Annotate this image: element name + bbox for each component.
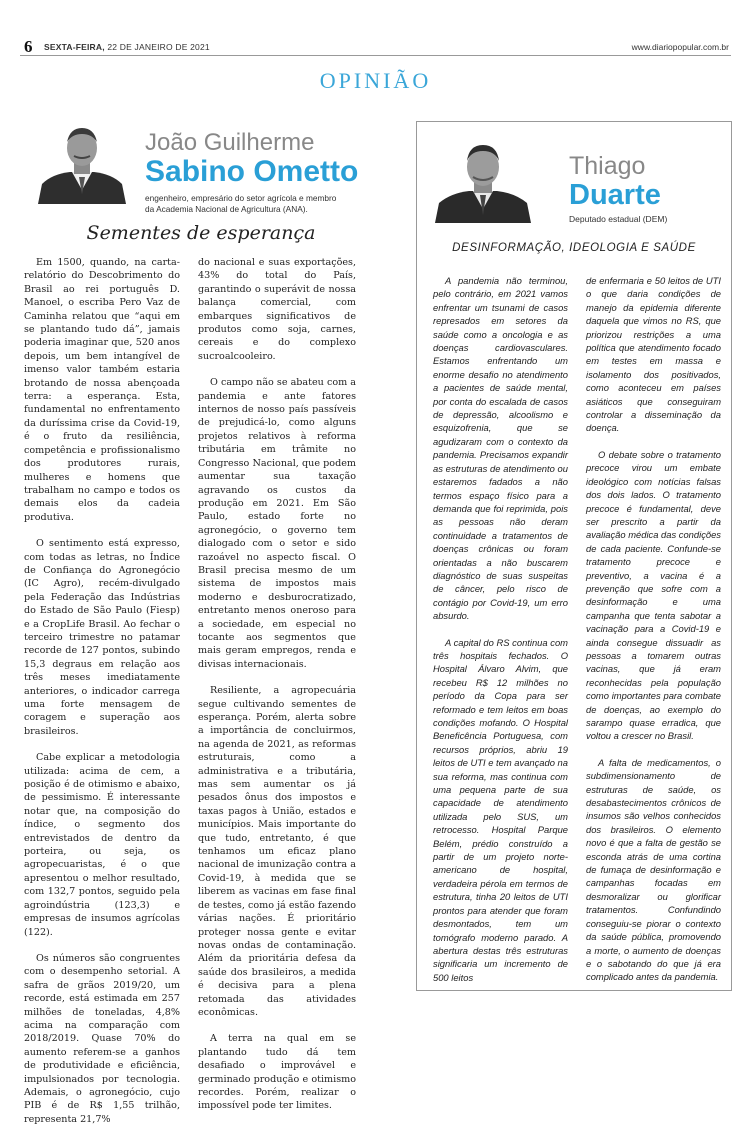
author-right-first-name: Thiago (569, 152, 646, 180)
paragraph: Resiliente, a agropecuária segue cultivando sementes de esperança. Porém, alerta sobre a importância de concluirmos, na agenda de 2021, as reformas estruturais, como a administrativa e a tributária, mas sem aumentar os já pesados ônus dos impostos e taxas pagos à União, estados e municípios. Mais importante do que tudo, entretanto, é que tenhamos um eficaz plano nacional de imunização contra a Covid-19, à medida que se liberem as vacinas em fase final de testes, como já estão fazendo várias nações. É prioritário proteger nossa gente e evitar novas ondas de contaminação. Além da prioritária defesa da saúde dos brasileiros, a medida é decisiva para a plena retomada das atividades econômicas. (198, 685, 356, 1018)
paragraph: do nacional e suas exportações, 43% do total do País, garantindo o superávit de nossa balança comercial, com embarques significativos de produtos como soja, carnes, cereais e do complexo sucroalcooleiro. (198, 257, 356, 362)
paragraph: A pandemia não terminou, pelo contrário, em 2021 vamos enfrentar um tsunami de casos represados em setores da saúde como a oncologia e as doenças cardiovasculares. Estamos enfrentando um enorme desafio no atendimento a pacientes de saúde mental, por conta do escalada de casos de depressão, alcoolismo e esquizofrenia, que se agudizaram com o contexto da pandemia. Precisamos expandir as estruturas de atendimento ou estaremos fadados a não termos espaço físico para a demanda que foi reprimida, pois as pessoas não deram continuidade a tratamentos de doenças crônicas ou foram orientadas a não buscarem diagnóstico de suas suspeitas de câncer, pelo risco de contágio por Covid-19, um erro absurdo. (433, 275, 568, 622)
article-left-title: Sementes de esperança (86, 222, 316, 244)
paragraph: Em 1500, quando, na carta-relatório do Descobrimento do Brasil ao rei português D. Manoel, o escriba Pero Vaz de Caminha relatou que “aqui em se plantando tudo dá”, jamais poderia imaginar que, 520 anos depois, um bem intangível de imenso valor também estaria brotando de nossa abençoada terra: a esperança. Esta, fundamental no enfrentamento da duríssima crise da Covid-19, é o fruto da resiliência, competência e profissionalismo dos produtores rurais, mulheres e homens que trabalham no campo e todos os demais elos da cadeia produtiva. (24, 257, 180, 523)
page-header (20, 38, 731, 56)
article-right-column-2 (586, 274, 721, 997)
article-right-title: DESINFORMAÇÃO, IDEOLOGIA E SAÚDE (452, 242, 696, 254)
article-left-column-1 (24, 256, 180, 1139)
paragraph: Os números são congruentes com o desempenho setorial. A safra de grãos 2019/20, um recorde, está estimada em 257 milhões de toneladas, 4,8% acima na comparação com 2018/2019. Quase 70% do aumento referem-se a ganhos de produtividade e eficiência, impulsionados por tecnologia. Ademais, o agronegócio, cujo PIB é de R$ 1,55 trilhão, representa 21,7% (24, 952, 180, 1125)
paragraph: O debate sobre o tratamento precoce virou um embate ideológico com notícias falsas dos dois lados. O tratamento precoce é fundamental, deve ser prescrito a partir da avaliação médica das condições de cada paciente. Confunde-se tratamento precoce e preventivo, a vacina é a prevenção que sofre com a desinformação e uma campanha que tenta sabotar a vacinação para a Covid-19 e ainda consegue dissuadir as pessoas a tomarem outras vacinas, que já eram reconhecidas pela população como importantes para combate de doenças, ao exemplo do sarampo quase erradica, que voltou a crescer no Brasil. (586, 448, 721, 742)
author-left-last-name: Sabino Ometto (145, 155, 359, 188)
article-right-column-1 (433, 274, 568, 997)
page-number: 6 (24, 37, 33, 56)
author-photo-left (32, 122, 132, 204)
author-left-first-name: João Guilherme (145, 129, 315, 156)
paragraph: Cabe explicar a metodologia utilizada: acima de cem, a posição é de otimismo e abaixo, de pessimismo. É interessante notar que, na composição do índice, o segmento dos entrevistados de dentro da porteira, ou seja, os agropecuaristas, é o que apresentou o melhor resultado, com 132,7 pontos, seguido pela agroindústria (123,3) e empresas de insumos agrícolas (122). (24, 752, 180, 938)
paragraph: A falta de medicamentos, o subdimensionamento de estruturas de saúde, os desabastecimentos crônicos de insumos são velhos conhecidos dos brasileiros. O elemento novo é que a falta de gestão se esconda atrás de uma cortina de fumaça de desinformação e campanhas focadas em desmoralizar ou glorificar tratamentos. Confundindo conseguiu-se piorar o contexto da saúde pública, promovendo a morte, o aumento de doenças e o sabotando do que já era complicado antes da pandemia. (586, 756, 721, 983)
author-right-last-name: Duarte (569, 179, 661, 211)
author-left-bio: engenheiro, empresário do setor agrícola e membro da Academia Nacional de Agricultura (ANA). (145, 193, 337, 214)
paragraph: A terra na qual em se plantando tudo dá tem desafiado o improvável e germinado produção e otimismo recordes. Porém, realizar o impossível pode ter limites. (198, 1033, 356, 1112)
section-title: OPINIÃO (319, 68, 432, 93)
paragraph: A capital do RS continua com três hospitais fechados. O Hospital Álvaro Alvim, que recebeu R$ 12 milhões no período da Copa para ser reformado e tem leitos em boas condições mofando. O Hospital Beneficência Portuguesa, com recursos próprios, abriu 19 leitos de UTI e tem avançado na sua reforma, mas continua com uma pequena parte de sua capacidade de atendimento utilizada pelo SUS, um retrocesso. Hospital Parque Belém, prédio construído a partir de um projeto norte-americano de hospital, verdadeira pérola em termos de estrutura, tinha 20 leitos de UTI prontos para atender que foram desmontados, tem um tomógrafo moderno parado. A abertura destas três estruturas significaria um incremento de 500 leitos (433, 636, 568, 983)
paragraph: de enfermaria e 50 leitos de UTI o que daria condições de manejo da epidemia diferente daquela que vimos no RS, que priorizou restrições a uma política que atendimento focado em testes em massa e isolamento dos positivados, como aconteceu em países asiáticos que conseguiram controlar a disseminação da doença. (586, 275, 721, 434)
header-date-text: 22 DE JANEIRO DE 2021 (107, 42, 210, 52)
header-url: www.diariopopular.com.br (631, 42, 729, 52)
author-right-bio: Deputado estadual (DEM) (569, 214, 668, 224)
author-photo-right (433, 139, 533, 223)
article-left-column-2 (198, 256, 356, 1126)
paragraph: O sentimento está expresso, com todas as letras, no Índice de Confiança do Agronegócio (IC Agro), recém-divulgado pela Federação das Indústrias do Estado de São Paulo (Fiesp) e a CropLife Brasil. Ao fechar o terceiro trimestre no patamar recorde de 127 pontos, subindo 15,3 degraus em relação aos três meses imediatamente anteriores, o indicador carrega uma forte mensagem de coragem e superação aos brasileiros. (24, 538, 180, 737)
header-date (44, 42, 210, 52)
header-weekday: SEXTA-FEIRA, (44, 42, 105, 52)
paragraph: O campo não se abateu com a pandemia e ante fatores internos de nosso país passíveis de prejudicá-lo, como alguns projetos relativos à reforma tributária em trâmite no Congresso Nacional, que podem aumentar sua taxação agravando os custos da produção em 2021. Em São Paulo, estado forte no agronegócio, o governo tem dialogado com o setor e sido razoável no aspecto fiscal. O Brasil precisa mesmo de um sistema de impostos mais moderno e desburocratizado, entretanto menos oneroso para a sociedade, em especial no tocante aos segmentos que mais geram empregos, renda e divisas internacionais. (198, 377, 356, 670)
